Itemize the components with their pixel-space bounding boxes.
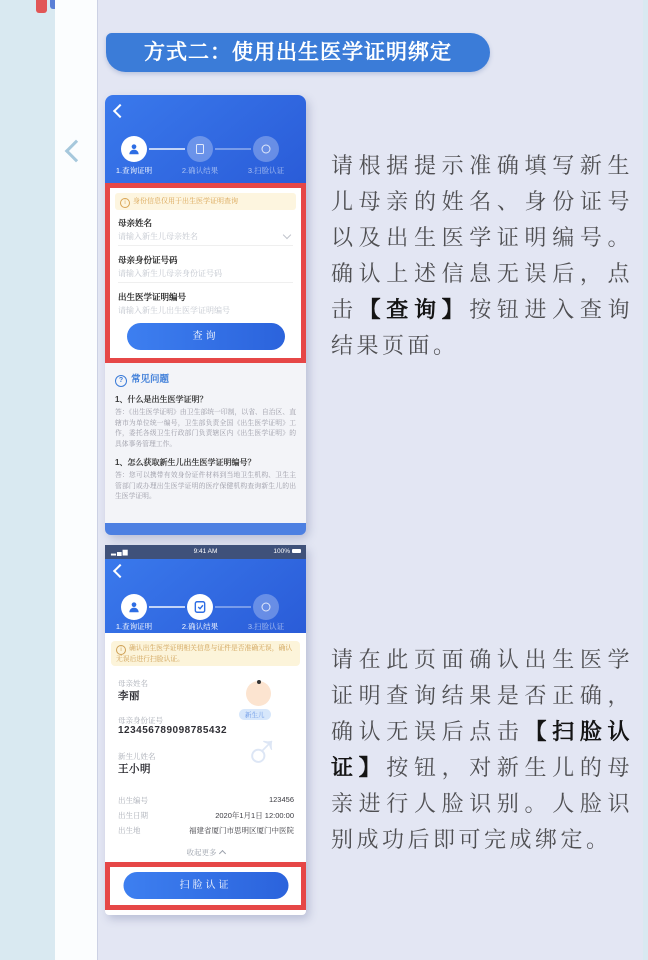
app-header — [105, 95, 306, 183]
face-scan-icon — [260, 601, 272, 613]
instruction-text-2 — [331, 642, 633, 858]
form-notice — [115, 193, 296, 210]
form-notice-text: 身份信息仅用于出生医学证明查询 — [133, 198, 238, 205]
info-circle-icon: i — [120, 198, 130, 208]
battery-indicator — [273, 548, 301, 555]
step3-circle — [253, 136, 279, 162]
instruction-2-after: 按钮，对新生儿的母亲进行人脸识别。人脸识别成功后即可完成绑定。 — [331, 755, 633, 852]
mother-name-value: 李丽 — [118, 690, 140, 702]
step-connector — [149, 148, 185, 150]
step1-circle — [121, 136, 147, 162]
birth-place-label: 出生地 — [118, 826, 141, 835]
collapse-label: 收起更多 — [186, 848, 217, 857]
birth-date-value: 2020年1月1日 12:00:00 — [215, 811, 294, 820]
step-connector — [149, 606, 185, 608]
step1-circle — [121, 594, 147, 620]
birth-number-value: 123456 — [268, 795, 294, 804]
instruction-text-1 — [331, 148, 633, 364]
faq-answer: 答：您可以携带有效身份证件材料到当地卫生机构、卫生主管部门或办理出生医学证明的医疗保健机构查询新生儿的出生医学证明。 — [115, 472, 296, 501]
app-header — [105, 559, 306, 633]
confirm-notice-text: 确认出生医学证明相关信息与证件是否准确无误，确认无误后进行扫脸认证。 — [116, 645, 293, 663]
query-button[interactable]: 查询 — [127, 323, 285, 350]
mother-id-label: 母亲身份证号 — [118, 716, 163, 725]
cert-number-input[interactable]: 请输入新生儿出生医学证明编号 — [118, 306, 230, 315]
instruction-2-bold: 【扫脸认证】 — [331, 719, 633, 780]
cert-number-label: 出生医学证明编号 — [118, 292, 187, 302]
content-panel — [97, 0, 643, 960]
instruction-1-bold: 【查询】 — [358, 297, 470, 322]
faq-title — [115, 371, 296, 387]
person-icon — [127, 600, 141, 614]
newborn-badge: 新生儿 — [239, 709, 271, 720]
newborn-name-value: 王小明 — [118, 763, 151, 775]
back-icon[interactable] — [113, 564, 127, 578]
face-auth-button[interactable]: 扫脸认证 — [123, 872, 288, 899]
instruction-2-before: 请在此页面确认出生医学证明查询结果是否正确，确认无误后点击 — [331, 647, 633, 744]
step2-circle — [187, 594, 213, 620]
step3-circle — [253, 594, 279, 620]
info-circle-icon: i — [116, 645, 126, 655]
step3-label: 3.扫脸认证 — [247, 166, 285, 175]
divider — [118, 245, 293, 246]
faq-title-text: 常见问题 — [131, 374, 170, 385]
baby-face-icon — [246, 681, 271, 706]
newborn-name-label: 新生儿姓名 — [118, 752, 156, 761]
screenshot-confirm-result — [105, 545, 306, 915]
instruction-1-before: 请根据提示准确填写新生儿母亲的姓名、身份证号以及出生医学证明编号。确认上述信息无误后，点击 — [331, 153, 633, 322]
highlight-box-button — [105, 862, 306, 910]
collapse-toggle[interactable] — [105, 847, 306, 858]
section-title: 方式二：使用出生医学证明绑定 — [106, 33, 490, 72]
highlight-box-form — [105, 183, 306, 363]
faq-question: 1、怎么获取新生儿出生医学证明编号？ — [115, 458, 256, 468]
divider — [118, 282, 293, 283]
question-circle-icon: ? — [115, 375, 127, 387]
status-time: 9:41 AM — [193, 548, 218, 555]
faq-question: 1、什么是出生医学证明？ — [115, 395, 208, 404]
step3-label: 3.扫脸认证 — [247, 622, 285, 631]
confirm-notice — [111, 641, 300, 666]
signal-wifi-icon: ▂▄▆ — [111, 549, 129, 556]
mother-id-label: 母亲身份证号码 — [118, 255, 178, 265]
document-check-icon — [194, 143, 206, 155]
screenshot-query-form — [105, 95, 306, 535]
step2-circle — [187, 136, 213, 162]
mother-id-value: 123456789098785432 — [118, 725, 228, 736]
mother-name-label: 母亲姓名 — [118, 218, 153, 228]
status-bar — [105, 545, 306, 559]
birth-place-value: 福建省厦门市思明区厦门中医院 — [189, 826, 294, 835]
battery-percent: 100% — [273, 548, 290, 555]
cutoff-fragment-red — [36, 0, 47, 13]
step-connector — [215, 148, 251, 150]
step1-label: 1.查询证明 — [115, 166, 153, 175]
instruction-1-after: 按钮进入查询结果页面。 — [331, 297, 633, 358]
mother-id-input[interactable]: 请输入新生儿母亲身份证号码 — [118, 269, 222, 278]
mother-name-label: 母亲姓名 — [118, 679, 148, 688]
step2-label: 2.确认结果 — [181, 166, 219, 175]
document-check-icon — [193, 600, 207, 614]
faq-section — [105, 363, 306, 523]
step-connector — [215, 606, 251, 608]
mother-name-input[interactable]: 请输入新生儿母亲姓名 — [118, 232, 198, 241]
chevron-down-icon[interactable] — [283, 231, 291, 239]
back-icon[interactable] — [113, 104, 127, 118]
face-scan-icon — [260, 143, 272, 155]
step1-label: 1.查询证明 — [115, 622, 153, 631]
birth-number-label: 出生编号 — [118, 796, 148, 805]
birth-date-label: 出生日期 — [118, 811, 148, 820]
chevron-up-icon — [218, 850, 225, 857]
screenshot-bottom-bar — [105, 523, 306, 535]
battery-icon — [292, 549, 301, 553]
faq-answer: 答：《出生医学证明》由卫生部统一印制，以省、自治区、直辖市为单位统一编号，卫生部负责全国《出生医学证明》工作，委托各级卫生行政部门负责辖区内《出生医学证明》的具体事务管理工作。 — [115, 409, 296, 448]
male-symbol-icon: ♂ — [243, 722, 281, 778]
person-icon — [127, 142, 141, 156]
step2-label: 2.确认结果 — [181, 622, 219, 631]
